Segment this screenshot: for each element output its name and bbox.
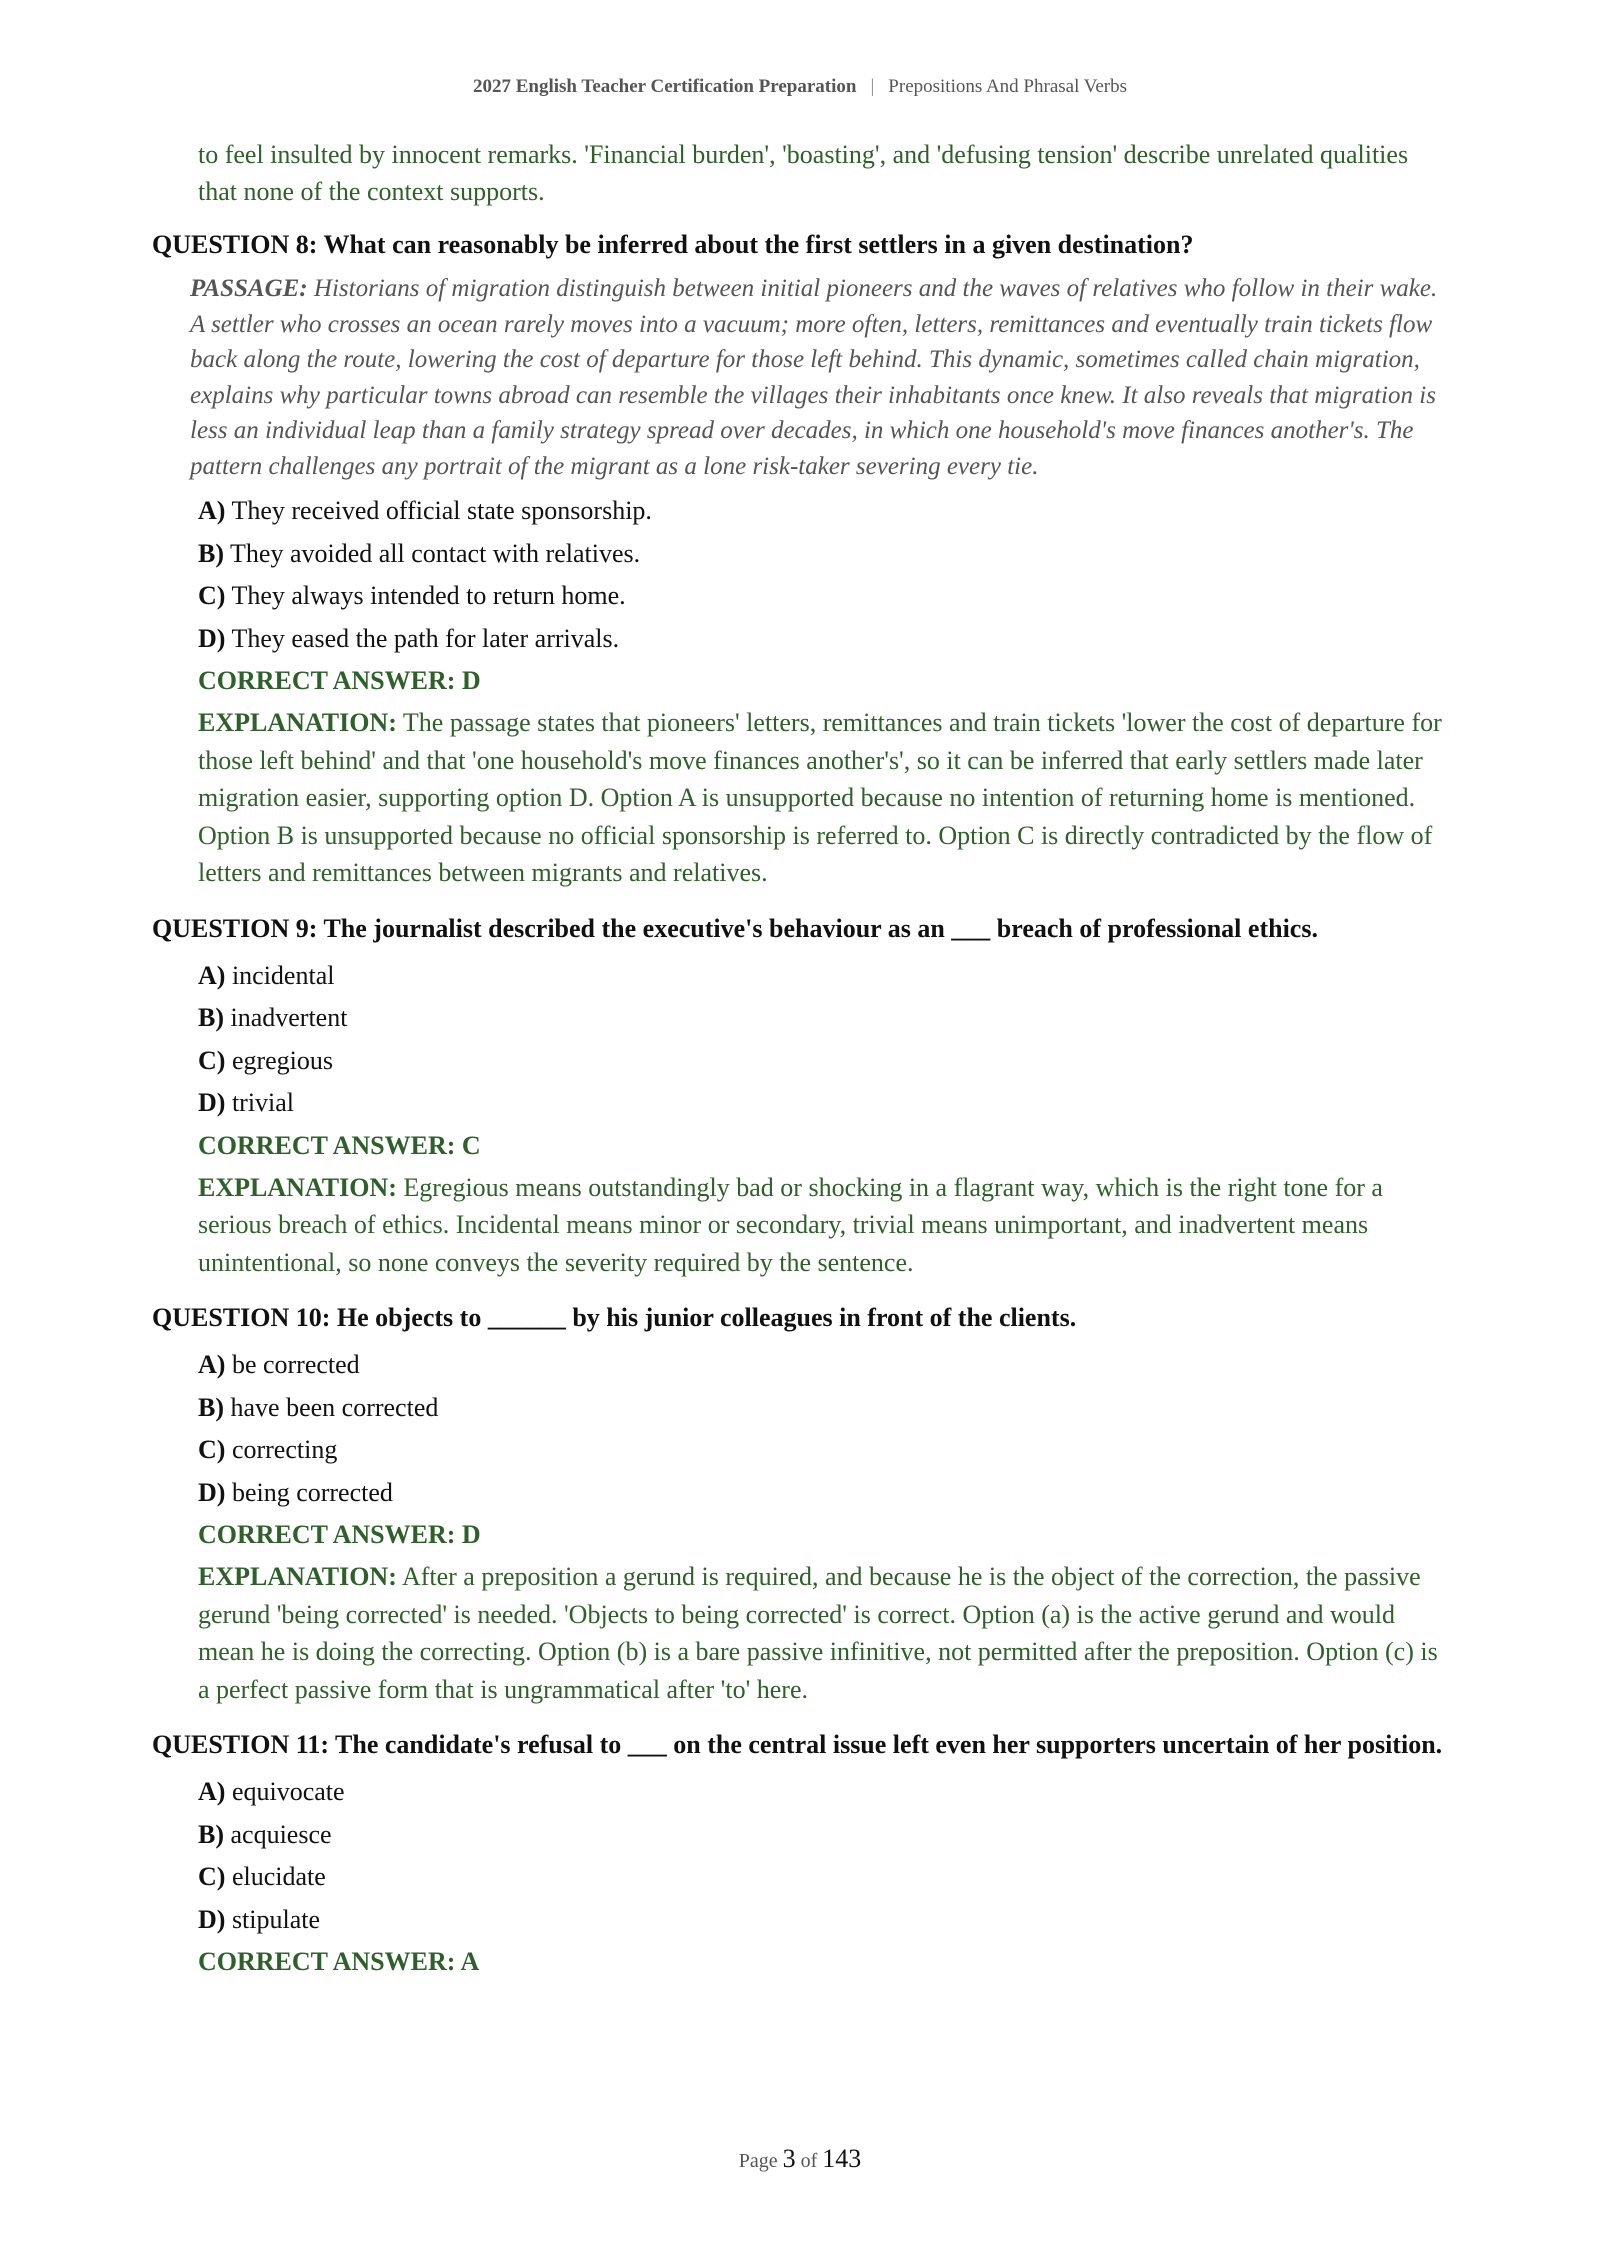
option-text: inadvertent (230, 1003, 348, 1032)
option-letter: A) (198, 1350, 226, 1379)
explanation-text: Egregious means outstandingly bad or shocking in a flagrant way, which is the right tone for a serious breach of ethics. Incidental means minor or secondary, trivial means unimportant, and inadvertent means unintentional, so none conveys the severity required by the sentence. (198, 1172, 1383, 1277)
option-text: trivial (231, 1088, 295, 1117)
header-title: 2027 English Teacher Certification Preparation (472, 76, 857, 97)
option-c (198, 1040, 1452, 1083)
option-c (198, 1856, 1452, 1899)
option-text: be corrected (231, 1350, 360, 1379)
answer-options (198, 1344, 1452, 1514)
option-text: stipulate (231, 1904, 321, 1934)
correct-answer: CORRECT ANSWER: C (198, 1130, 481, 1160)
answer-options (198, 490, 1452, 660)
option-letter: D) (198, 1477, 226, 1507)
option-letter: A) (198, 1777, 226, 1806)
explanation-label: EXPLANATION: (198, 1562, 397, 1591)
option-d (198, 1899, 1452, 1942)
question-heading: QUESTION 10: He objects to ______ by his junior colleagues in front of the clients. (152, 1303, 1077, 1332)
correct-answer: CORRECT ANSWER: D (198, 666, 481, 695)
explanation (198, 704, 1452, 892)
question-11 (152, 1726, 1452, 1983)
page-content (152, 136, 1452, 2001)
question-heading: QUESTION 11: The candidate's refusal to ___ on the central issue left even her supporters uncertain of her position. (152, 1730, 1443, 1759)
page-number: 3 (782, 2144, 796, 2173)
page-header (0, 76, 1600, 98)
explanation-label: EXPLANATION: (198, 1172, 397, 1202)
answer-options (198, 1771, 1452, 1941)
option-c (198, 575, 1452, 618)
reading-passage (190, 271, 1452, 484)
option-letter: A) (198, 960, 226, 990)
explanation (198, 1169, 1452, 1282)
option-letter: C) (198, 581, 226, 610)
page-footer (0, 2144, 1600, 2174)
option-text: equivocate (231, 1777, 345, 1806)
explanation-text: The passage states that pioneers' letters, remittances and train tickets 'lower the cost of departure for those left behind' and that 'one household's move finances another's', so it can be inferred that early settlers made later migration easier, supporting option D. Option A is unsupported because no intention of returning home is mentioned. Option B is unsupported because no official sponsorship is referred to. Option C is directly contradicted by the flow of letters and remittances between migrants and relatives. (198, 708, 1442, 887)
option-text: They always intended to return home. (231, 581, 626, 610)
passage-text: Historians of migration distinguish between initial pioneers and the waves of relatives who follow in their wake. A settler who crosses an ocean rarely moves into a vacuum; more often, letters, remittances and eventually train tickets flow back along the route, lowering the cost of departure for those left behind. This dynamic, sometimes called chain migration, explains why particular towns abroad can resemble the villages their inhabitants once knew. It also reveals that migration is less an individual leap than a family strategy spread over decades, in which one household's move finances another's. The pattern challenges any portrait of the migrant as a lone risk-taker severing every tie. (190, 275, 1438, 480)
total-pages: 143 (822, 2144, 862, 2173)
option-c (198, 1429, 1452, 1472)
question-10 (152, 1299, 1452, 1708)
option-letter: A) (198, 496, 226, 525)
option-text: correcting (231, 1435, 338, 1464)
explanation-text: After a preposition a gerund is required, and because he is the object of the correction, the passive gerund 'being corrected' is needed. 'Objects to being corrected' is correct. Option (a) is the active gerund and would mean he is doing the correcting. Option (b) is a bare passive infinitive, not permitted after the preposition. Option (c) is a perfect passive form that is ungrammatical after 'to' here. (198, 1562, 1438, 1704)
option-text: They received official state sponsorship. (231, 496, 652, 525)
option-text: They avoided all contact with relatives. (230, 538, 641, 568)
option-d (198, 1472, 1452, 1515)
correct-answer: CORRECT ANSWER: D (198, 1520, 481, 1549)
option-text: egregious (231, 1045, 334, 1075)
option-b (198, 533, 1452, 576)
answer-options (198, 955, 1452, 1125)
option-b (198, 1814, 1452, 1857)
option-b (198, 997, 1452, 1040)
question-heading: QUESTION 9: The journalist described the executive's behaviour as an ___ breach of professional ethics. (152, 913, 1318, 943)
option-letter: C) (198, 1862, 226, 1891)
option-a (198, 1344, 1452, 1387)
page-word: Page (738, 2150, 778, 2172)
option-letter: C) (198, 1045, 226, 1075)
explanation (198, 1558, 1452, 1708)
correct-answer: CORRECT ANSWER: A (198, 1947, 480, 1976)
option-letter: D) (198, 1088, 226, 1117)
option-d (198, 1082, 1452, 1125)
option-b (198, 1387, 1452, 1430)
passage-label: PASSAGE: (190, 275, 308, 302)
option-text: acquiesce (230, 1819, 332, 1849)
continued-explanation: to feel insulted by innocent remarks. 'Financial burden', 'boasting', and 'defusing tension' describe unrelated qualities that none of the context supports. (198, 140, 1409, 206)
header-subtitle: Prepositions And Phrasal Verbs (888, 76, 1128, 97)
option-letter: D) (198, 1904, 226, 1934)
option-letter: D) (198, 623, 226, 653)
option-letter: B) (198, 1003, 224, 1032)
option-letter: B) (198, 538, 224, 568)
option-letter: C) (198, 1435, 226, 1464)
option-a (198, 955, 1452, 998)
option-text: elucidate (231, 1862, 326, 1891)
option-a (198, 1771, 1452, 1814)
option-letter: B) (198, 1819, 224, 1849)
header-separator: | (870, 76, 875, 97)
option-text: being corrected (231, 1477, 393, 1507)
option-text: have been corrected (230, 1392, 439, 1422)
of-word: of (800, 2150, 818, 2172)
option-text: They eased the path for later arrivals. (231, 623, 620, 653)
question-8 (152, 226, 1452, 892)
option-text: incidental (231, 960, 335, 990)
option-a (198, 490, 1452, 533)
option-d (198, 618, 1452, 661)
explanation-label: EXPLANATION: (198, 708, 397, 737)
option-letter: B) (198, 1392, 224, 1422)
question-heading: QUESTION 8: What can reasonably be inferred about the first settlers in a given destination? (152, 230, 1194, 259)
question-9 (152, 910, 1452, 1282)
